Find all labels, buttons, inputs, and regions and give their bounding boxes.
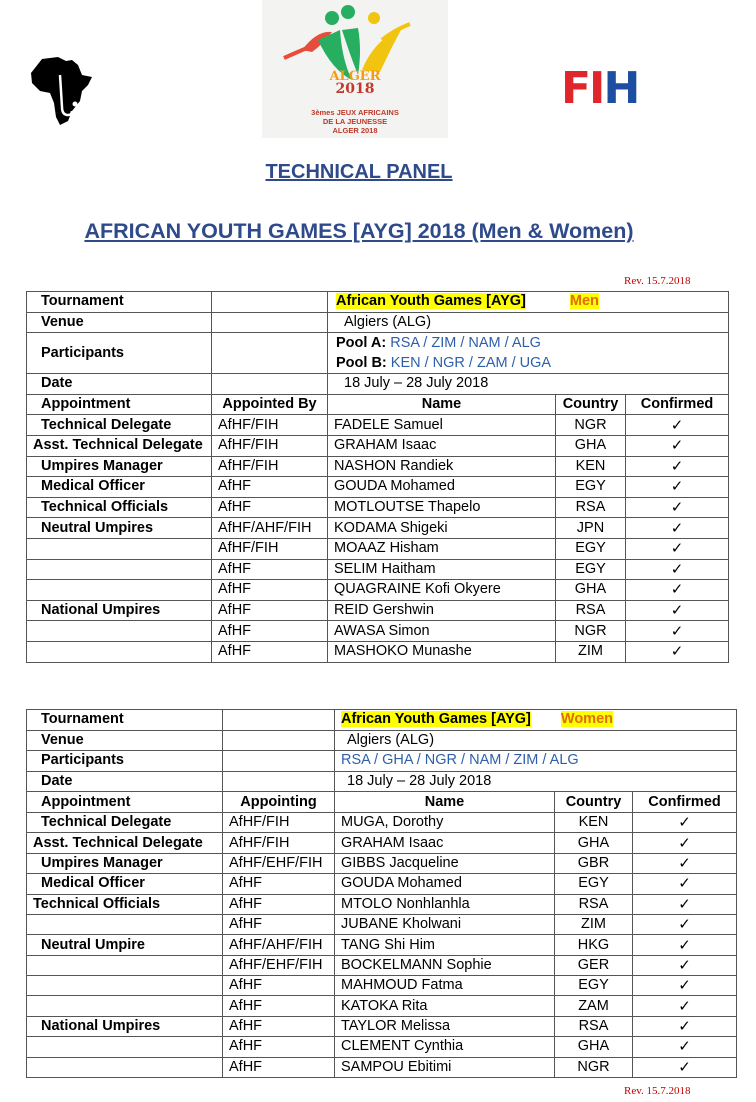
appointed-by-cell: AfHF xyxy=(223,894,335,914)
confirmed-check-icon: ✓ xyxy=(633,914,737,934)
name-cell: GRAHAM Isaac xyxy=(335,833,555,853)
country-cell: EGY xyxy=(555,976,633,996)
alger-text: ALGER xyxy=(329,69,381,84)
pool-a-teams: RSA / ZIM / NAM / ALG xyxy=(390,335,541,352)
gender-badge: Men xyxy=(569,293,599,310)
date-value: 18 July – 28 July 2018 xyxy=(328,374,729,395)
table-row xyxy=(27,456,729,477)
appointed-by-cell: AfHF xyxy=(223,976,335,996)
men-date-row xyxy=(27,374,729,395)
tournament-label: Tournament xyxy=(27,710,223,731)
country-cell: RSA xyxy=(556,497,626,518)
revision-date-bottom: Rev. 15.7.2018 xyxy=(624,1085,691,1097)
confirmed-check-icon: ✓ xyxy=(633,1057,737,1077)
appointed-by-cell: AfHF/AHF/FIH xyxy=(223,935,335,955)
country-cell: NGR xyxy=(555,1057,633,1077)
page-subtitle: AFRICAN YOUTH GAMES [AYG] 2018 (Men & Women) xyxy=(84,219,634,243)
appointment-cell: National Umpires xyxy=(27,1016,223,1036)
confirmed-check-icon: ✓ xyxy=(626,497,729,518)
pool-b-label: Pool B: xyxy=(336,355,387,372)
appointment-cell: Medical Officer xyxy=(27,874,223,894)
appointed-by-cell: AfHF xyxy=(212,600,328,621)
appointment-cell xyxy=(27,955,223,975)
country-cell: KEN xyxy=(556,456,626,477)
name-cell: CLEMENT Cynthia xyxy=(335,1037,555,1057)
name-cell: MASHOKO Munashe xyxy=(328,641,556,662)
country-cell: ZIM xyxy=(556,641,626,662)
table-row xyxy=(27,1057,737,1077)
name-cell: AWASA Simon xyxy=(328,621,556,642)
appointment-cell xyxy=(27,1057,223,1077)
name-cell: SELIM Haitham xyxy=(328,559,556,580)
name-cell: TAYLOR Melissa xyxy=(335,1016,555,1036)
pool-b-teams: KEN / NGR / ZAM / UGA xyxy=(390,355,552,372)
country-cell: EGY xyxy=(556,477,626,498)
appointment-cell: Technical Delegate xyxy=(27,812,223,832)
men-tournament-row xyxy=(27,292,729,313)
date-value: 18 July – 28 July 2018 xyxy=(335,771,737,792)
date-label: Date xyxy=(27,771,223,792)
name-cell: MTOLO Nonhlanhla xyxy=(335,894,555,914)
name-cell: QUAGRAINE Kofi Okyere xyxy=(328,580,556,601)
men-venue-row xyxy=(27,312,729,333)
confirmed-check-icon: ✓ xyxy=(626,538,729,559)
confirmed-check-icon: ✓ xyxy=(626,580,729,601)
name-cell: MOAAZ Hisham xyxy=(328,538,556,559)
appointment-cell: Medical Officer xyxy=(27,477,212,498)
appointed-by-cell: AfHF xyxy=(212,641,328,662)
confirmed-check-icon: ✓ xyxy=(633,853,737,873)
header-country: Country xyxy=(556,394,626,415)
pool-a-label: Pool A: xyxy=(336,335,387,352)
appointed-by-cell: AfHF/AHF/FIH xyxy=(212,518,328,539)
header-name: Name xyxy=(328,394,556,415)
table-row xyxy=(27,976,737,996)
header-country: Country xyxy=(555,792,633,813)
men-technical-panel-table xyxy=(26,291,729,663)
confirmed-check-icon: ✓ xyxy=(633,976,737,996)
appointment-cell: Asst. Technical Delegate xyxy=(27,435,212,456)
appointed-by-cell: AfHF xyxy=(212,477,328,498)
country-cell: RSA xyxy=(556,600,626,621)
confirmed-check-icon: ✓ xyxy=(626,621,729,642)
country-cell: GHA xyxy=(556,580,626,601)
logo-caption-3: ALGER 2018 xyxy=(332,126,378,135)
appointed-by-cell: AfHF xyxy=(223,914,335,934)
appointed-by-cell: AfHF/FIH xyxy=(212,456,328,477)
name-cell: JUBANE Kholwani xyxy=(335,914,555,934)
country-cell: NGR xyxy=(556,621,626,642)
country-cell: RSA xyxy=(555,894,633,914)
revision-date-top: Rev. 15.7.2018 xyxy=(624,275,691,287)
country-cell: EGY xyxy=(556,538,626,559)
country-cell: EGY xyxy=(555,874,633,894)
table-row xyxy=(27,518,729,539)
name-cell: GOUDA Mohamed xyxy=(335,874,555,894)
logo-caption-1: 3èmes JEUX AFRICAINS xyxy=(311,108,399,117)
name-cell: GRAHAM Isaac xyxy=(328,435,556,456)
men-header-row xyxy=(27,394,729,415)
table-row xyxy=(27,600,729,621)
country-cell: GBR xyxy=(555,853,633,873)
table-row xyxy=(27,538,729,559)
confirmed-check-icon: ✓ xyxy=(633,955,737,975)
country-cell: KEN xyxy=(555,812,633,832)
table-row xyxy=(27,559,729,580)
name-cell: KATOKA Rita xyxy=(335,996,555,1016)
appointment-cell xyxy=(27,976,223,996)
name-cell: MOTLOUTSE Thapelo xyxy=(328,497,556,518)
confirmed-check-icon: ✓ xyxy=(633,1016,737,1036)
tournament-name: African Youth Games [AYG] xyxy=(336,293,526,310)
country-cell: ZAM xyxy=(555,996,633,1016)
appointed-by-cell: AfHF/FIH xyxy=(212,415,328,436)
appointment-cell xyxy=(27,641,212,662)
appointed-by-cell: AfHF xyxy=(212,621,328,642)
tournament-name: African Youth Games [AYG] xyxy=(341,711,531,728)
venue-label: Venue xyxy=(27,312,212,333)
year-text: 2018 xyxy=(335,81,375,97)
appointment-cell xyxy=(27,538,212,559)
participant-teams: RSA / GHA / NGR / NAM / ZIM / ALG xyxy=(341,752,579,769)
appointment-cell: Asst. Technical Delegate xyxy=(27,833,223,853)
appointed-by-cell: AfHF/EHF/FIH xyxy=(223,955,335,975)
confirmed-check-icon: ✓ xyxy=(633,996,737,1016)
header-name: Name xyxy=(335,792,555,813)
africa-hockey-logo xyxy=(28,55,98,127)
table-row xyxy=(27,621,729,642)
women-technical-panel-table xyxy=(26,709,737,1078)
women-header-row xyxy=(27,792,737,813)
country-cell: GHA xyxy=(555,833,633,853)
appointment-cell: Neutral Umpires xyxy=(27,518,212,539)
name-cell: MUGA, Dorothy xyxy=(335,812,555,832)
confirmed-check-icon: ✓ xyxy=(633,874,737,894)
appointed-by-cell: AfHF/FIH xyxy=(223,833,335,853)
table-row xyxy=(27,935,737,955)
appointed-by-cell: AfHF/FIH xyxy=(223,812,335,832)
table-row xyxy=(27,996,737,1016)
confirmed-check-icon: ✓ xyxy=(626,415,729,436)
logo-caption-2: DE LA JEUNESSE xyxy=(322,117,388,126)
appointment-cell xyxy=(27,996,223,1016)
country-cell: RSA xyxy=(555,1016,633,1036)
name-cell: KODAMA Shigeki xyxy=(328,518,556,539)
algiers-2018-logo xyxy=(262,0,448,138)
confirmed-check-icon: ✓ xyxy=(633,935,737,955)
men-participants-row xyxy=(27,333,729,374)
appointment-cell xyxy=(27,621,212,642)
appointment-cell xyxy=(27,914,223,934)
confirmed-check-icon: ✓ xyxy=(633,894,737,914)
country-cell: JPN xyxy=(556,518,626,539)
header-confirmed: Confirmed xyxy=(626,394,729,415)
appointment-cell: National Umpires xyxy=(27,600,212,621)
table-row xyxy=(27,812,737,832)
table-row xyxy=(27,1037,737,1057)
confirmed-check-icon: ✓ xyxy=(626,435,729,456)
appointed-by-cell: AfHF xyxy=(212,559,328,580)
appointment-cell: Technical Officials xyxy=(27,497,212,518)
confirmed-check-icon: ✓ xyxy=(633,812,737,832)
confirmed-check-icon: ✓ xyxy=(633,833,737,853)
table-row xyxy=(27,435,729,456)
table-row xyxy=(27,1016,737,1036)
participants-label: Participants xyxy=(27,751,223,772)
confirmed-check-icon: ✓ xyxy=(626,641,729,662)
women-date-row xyxy=(27,771,737,792)
appointed-by-cell: AfHF xyxy=(223,1057,335,1077)
appointment-cell: Umpires Manager xyxy=(27,456,212,477)
name-cell: MAHMOUD Fatma xyxy=(335,976,555,996)
appointment-cell: Technical Officials xyxy=(27,894,223,914)
venue-label: Venue xyxy=(27,730,223,751)
fih-logo: FIH xyxy=(561,63,639,114)
appointment-cell xyxy=(27,1037,223,1057)
name-cell: FADELE Samuel xyxy=(328,415,556,436)
appointed-by-cell: AfHF xyxy=(223,1037,335,1057)
confirmed-check-icon: ✓ xyxy=(626,518,729,539)
appointed-by-cell: AfHF/FIH xyxy=(212,538,328,559)
country-cell: GHA xyxy=(555,1037,633,1057)
table-row xyxy=(27,580,729,601)
appointed-by-cell: AfHF xyxy=(212,497,328,518)
country-cell: GHA xyxy=(556,435,626,456)
name-cell: REID Gershwin xyxy=(328,600,556,621)
table-row xyxy=(27,853,737,873)
table-row xyxy=(27,914,737,934)
women-venue-row xyxy=(27,730,737,751)
table-row xyxy=(27,641,729,662)
header-appointment: Appointment xyxy=(27,792,223,813)
appointment-cell: Neutral Umpire xyxy=(27,935,223,955)
name-cell: NASHON Randiek xyxy=(328,456,556,477)
country-cell: ZIM xyxy=(555,914,633,934)
women-tournament-row xyxy=(27,710,737,731)
appointment-cell: Technical Delegate xyxy=(27,415,212,436)
venue-value: Algiers (ALG) xyxy=(328,312,729,333)
venue-value: Algiers (ALG) xyxy=(335,730,737,751)
table-row xyxy=(27,874,737,894)
participants-label: Participants xyxy=(27,333,212,374)
appointed-by-cell: AfHF/FIH xyxy=(212,435,328,456)
header-appointing: Appointing xyxy=(223,792,335,813)
header-confirmed: Confirmed xyxy=(633,792,737,813)
appointed-by-cell: AfHF xyxy=(223,996,335,1016)
table-row xyxy=(27,833,737,853)
table-row xyxy=(27,894,737,914)
table-row xyxy=(27,497,729,518)
appointed-by-cell: AfHF xyxy=(223,1016,335,1036)
confirmed-check-icon: ✓ xyxy=(626,477,729,498)
appointed-by-cell: AfHF xyxy=(223,874,335,894)
appointment-cell: Umpires Manager xyxy=(27,853,223,873)
appointment-cell xyxy=(27,580,212,601)
country-cell: HKG xyxy=(555,935,633,955)
confirmed-check-icon: ✓ xyxy=(626,456,729,477)
name-cell: BOCKELMANN Sophie xyxy=(335,955,555,975)
appointed-by-cell: AfHF xyxy=(212,580,328,601)
country-cell: GER xyxy=(555,955,633,975)
appointed-by-cell: AfHF/EHF/FIH xyxy=(223,853,335,873)
name-cell: GIBBS Jacqueline xyxy=(335,853,555,873)
table-row xyxy=(27,955,737,975)
gender-badge: Women xyxy=(560,711,613,728)
appointment-cell xyxy=(27,559,212,580)
table-row xyxy=(27,415,729,436)
name-cell: TANG Shi Him xyxy=(335,935,555,955)
header-appointment: Appointment xyxy=(27,394,212,415)
header-appointed-by: Appointed By xyxy=(212,394,328,415)
date-label: Date xyxy=(27,374,212,395)
table-row xyxy=(27,477,729,498)
name-cell: GOUDA Mohamed xyxy=(328,477,556,498)
confirmed-check-icon: ✓ xyxy=(626,559,729,580)
tournament-label: Tournament xyxy=(27,292,212,313)
country-cell: NGR xyxy=(556,415,626,436)
page-title: TECHNICAL PANEL xyxy=(265,161,453,183)
confirmed-check-icon: ✓ xyxy=(633,1037,737,1057)
women-participants-row xyxy=(27,751,737,772)
name-cell: SAMPOU Ebitimi xyxy=(335,1057,555,1077)
confirmed-check-icon: ✓ xyxy=(626,600,729,621)
country-cell: EGY xyxy=(556,559,626,580)
